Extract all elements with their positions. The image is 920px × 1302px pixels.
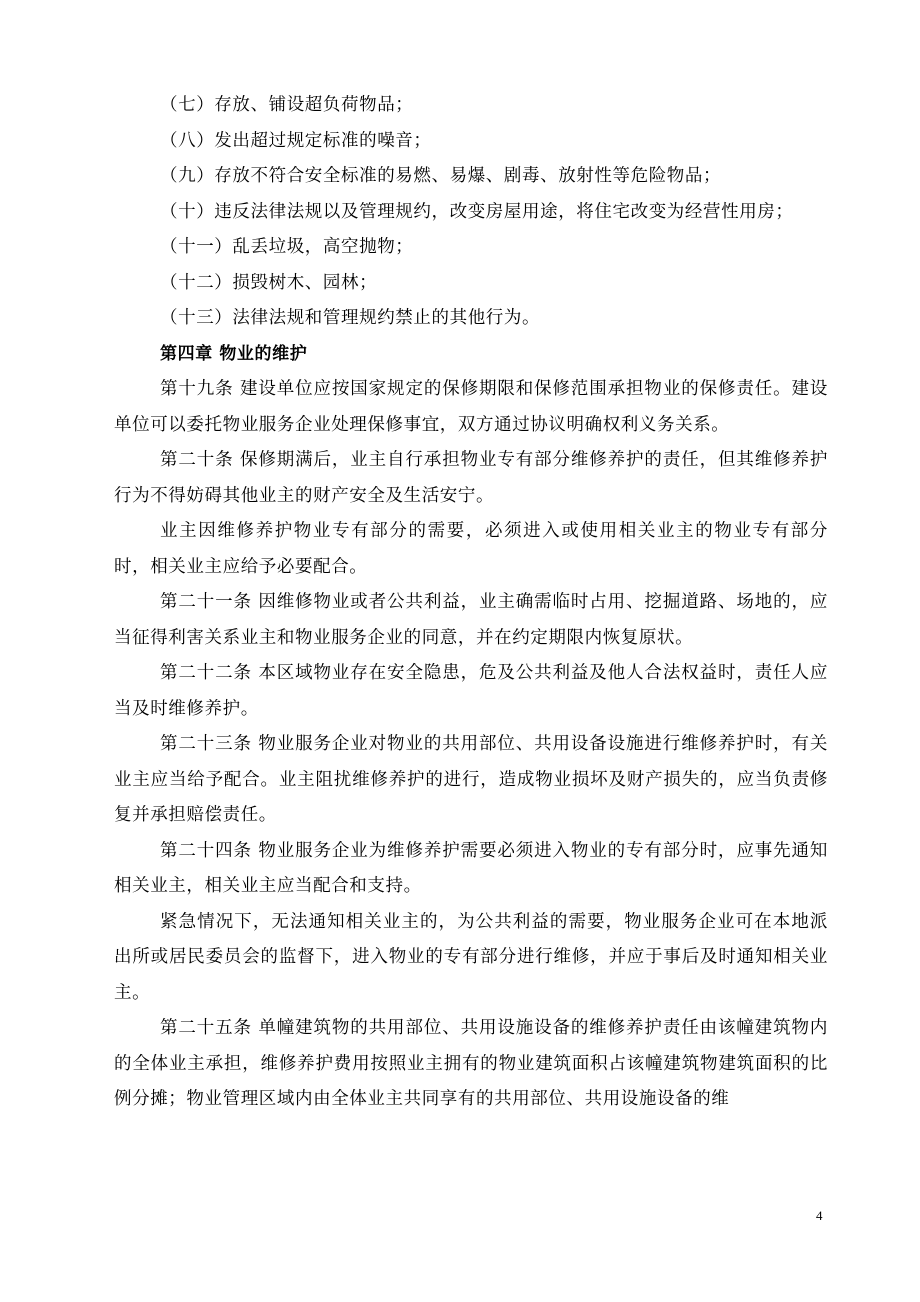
article-19: 第十九条 建设单位应按国家规定的保修期限和保修范围承担物业的保修责任。建设单位可以委托物业服务企业处理保修事宜，双方通过协议明确权利义务关系。 [114, 379, 828, 435]
list-item-13: （十三）法律法规和管理规约禁止的其他行为。 [160, 308, 541, 328]
article-20-clause: 业主因维修养护物业专有部分的需要，必须进入或使用相关业主的物业专有部分时，相关业主应给予必要配合。 [114, 521, 828, 577]
document-body [114, 88, 828, 1118]
page-number: 4 [816, 1208, 823, 1223]
article-20: 第二十条 保修期满后，业主自行承担物业专有部分维修养护的责任，但其维修养护行为不得妨碍其他业主的财产安全及生活安宁。 [114, 450, 828, 506]
list-item-8: （八）发出超过规定标准的噪音； [160, 130, 432, 151]
list-item-11: （十一）乱丢垃圾，高空抛物； [160, 237, 414, 257]
chapter-heading: 第四章 物业的维护 [160, 343, 308, 364]
article-25: 第二十五条 单幢建筑物的共用部位、共用设施设备的维修养护责任由该幢建筑物内的全体业主承担，维修养护费用按照业主拥有的物业建筑面积占该幢建筑物建筑面积的比例分摊；物业管理区域内由全体业主共同享有的共用部位、共用设施设备的维 [114, 1018, 828, 1109]
article-24: 第二十四条 物业服务企业为维修养护需要必须进入物业的专有部分时，应事先通知相关业主，相关业主应当配合和支持。 [114, 840, 828, 896]
list-item-12: （十二）损毁树木、园林； [160, 272, 378, 293]
article-21: 第二十一条 因维修物业或者公共利益，业主确需临时占用、挖掘道路、场地的，应当征得利害关系业主和物业服务企业的同意，并在约定期限内恢复原状。 [114, 592, 828, 648]
article-23: 第二十三条 物业服务企业对物业的共用部位、共用设备设施进行维修养护时，有关业主应当给予配合。业主阻扰维修养护的进行，造成物业损坏及财产损失的，应当负责修复并承担赔偿责任。 [114, 734, 828, 825]
list-item-7: （七）存放、铺设超负荷物品； [160, 95, 414, 115]
article-22: 第二十二条 本区域物业存在安全隐患，危及公共利益及他人合法权益时，责任人应当及时维修养护。 [114, 663, 828, 719]
article-24-clause: 紧急情况下，无法通知相关业主的，为公共利益的需要，物业服务企业可在本地派出所或居民委员会的监督下，进入物业的专有部分进行维修，并应于事后及时通知相关业主。 [114, 911, 828, 1003]
list-item-10: （十）违反法律法规以及管理规约，改变房屋用途，将住宅改变为经营性用房； [160, 201, 794, 222]
list-item-9: （九）存放不符合安全标准的易燃、易爆、剧毒、放射性等危险物品； [160, 166, 722, 186]
